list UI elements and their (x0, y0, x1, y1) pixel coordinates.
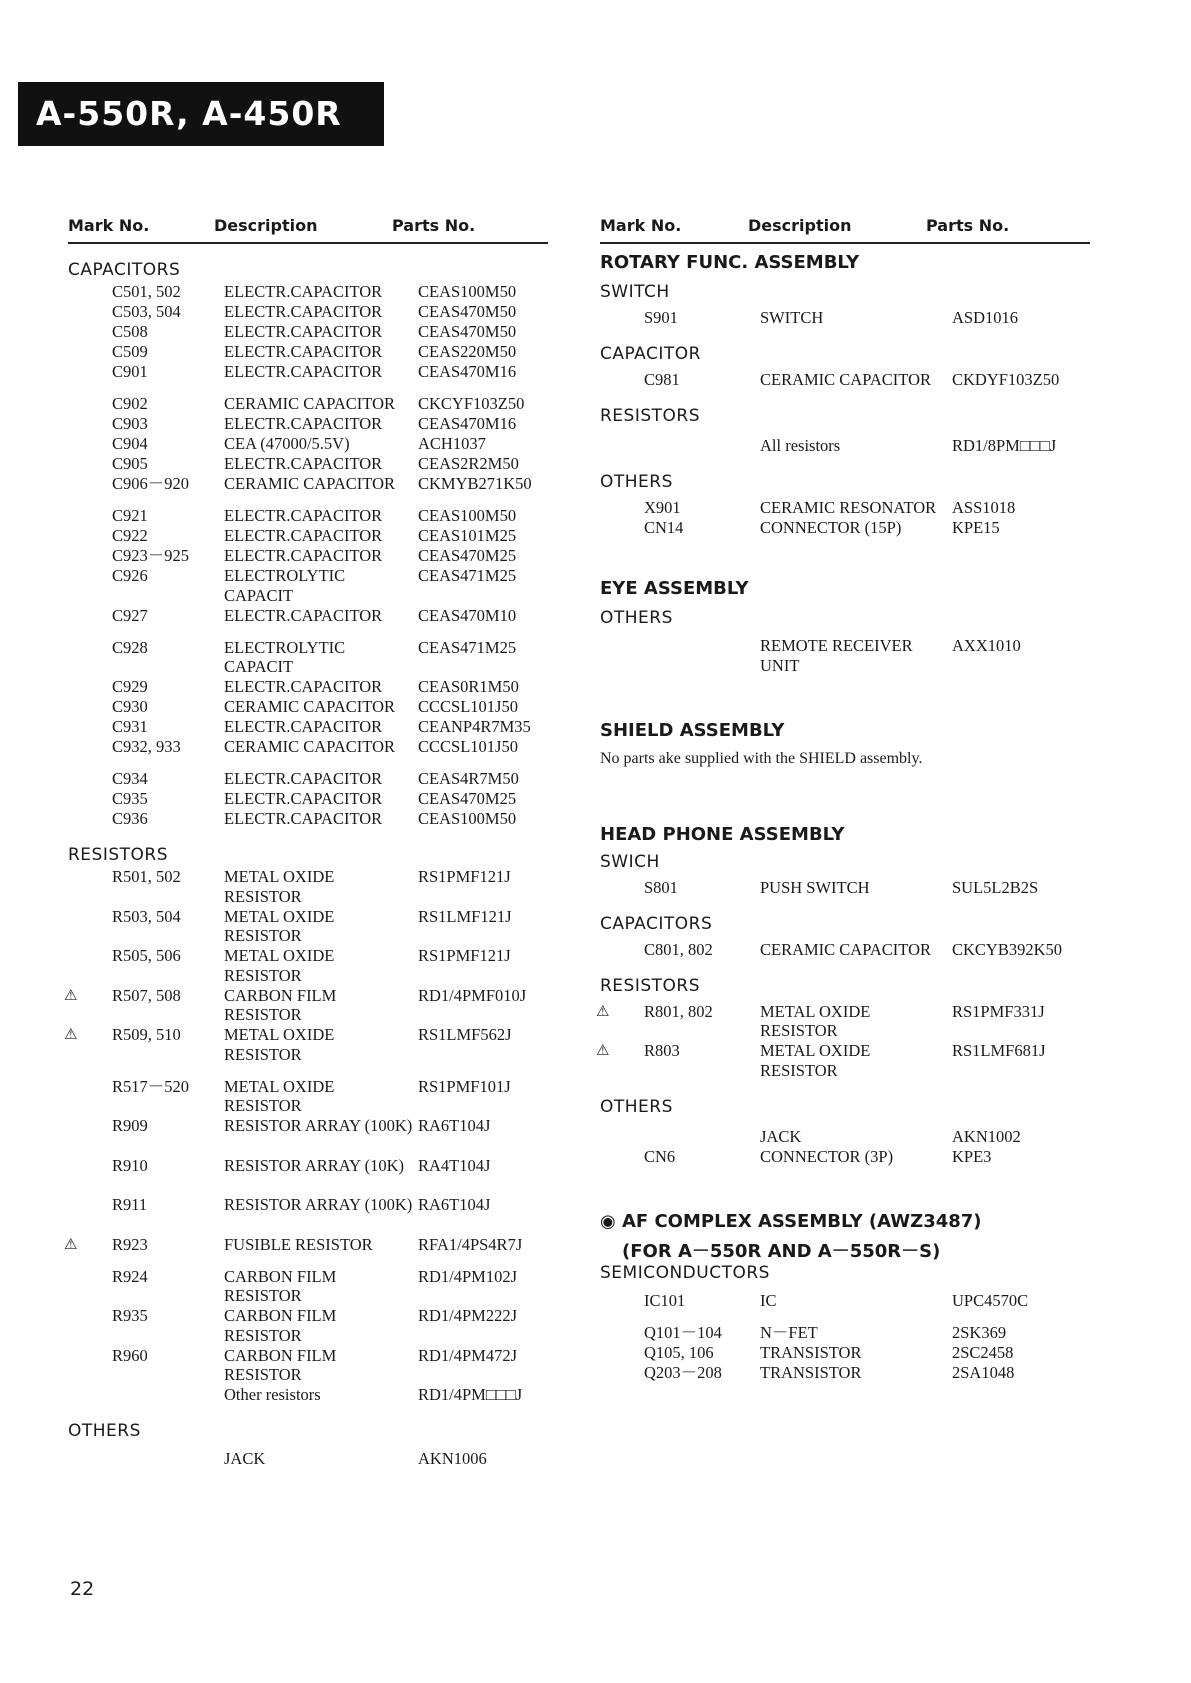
description: JACK (224, 1449, 266, 1468)
part-row (600, 1291, 1090, 1311)
description: All resistors (760, 436, 841, 455)
mark-no: X901 (644, 498, 681, 517)
parts-no: CEAS470M25 (418, 789, 517, 808)
parts-no: KPE3 (952, 1146, 992, 1166)
description: ELECTR.CAPACITOR (224, 717, 383, 736)
part-row (68, 1077, 548, 1117)
description: CERAMIC CAPACITOR (224, 394, 396, 413)
headphone-assembly-title: HEAD PHONE ASSEMBLY (600, 823, 845, 845)
parts-no: CKMYB271K50 (418, 474, 532, 493)
others-label: OTHERS (600, 472, 673, 492)
semiconductors-label: SEMICONDUCTORS (600, 1262, 770, 1283)
mark-no: R507, 508 (112, 985, 181, 1005)
part-row (68, 302, 548, 322)
mark-no: C906－920 (112, 474, 190, 493)
resistors-label: RESISTORS (600, 406, 701, 426)
mark-no: R803 (644, 1041, 680, 1060)
part-row (596, 1041, 1090, 1081)
parts-no: CEAS471M25 (418, 566, 517, 585)
description: TRANSISTOR (760, 1342, 862, 1362)
parts-no: ASS1018 (952, 498, 1016, 517)
right-column (596, 212, 1090, 1383)
parts-no: CEAS101M25 (418, 526, 517, 545)
mark-no: Q101－104 (644, 1322, 722, 1342)
part-row (68, 1385, 548, 1405)
parts-no: RS1PMF121J (418, 946, 511, 965)
mark-no: R935 (112, 1306, 148, 1325)
shield-note: No parts ake supplied with the SHIELD assembly. (600, 749, 923, 767)
description: ELECTR.CAPACITOR (224, 362, 383, 381)
part-row (68, 606, 548, 626)
description: CERAMIC CAPACITOR (760, 370, 932, 389)
eye-others-list (600, 636, 1090, 676)
mark-no: C905 (112, 454, 148, 473)
part-row (600, 1363, 1090, 1383)
af-complex-assembly-title: ◉ AF COMPLEX ASSEMBLY (AWZ3487) (600, 1210, 982, 1232)
description: ELECTR.CAPACITOR (224, 809, 383, 828)
mark-no: R517－520 (112, 1076, 190, 1096)
parts-no: RS1PMF121J (418, 867, 511, 886)
part-row (68, 1116, 548, 1156)
mark-no: Q203－208 (644, 1362, 722, 1382)
description: CARBON FILM RESISTOR (224, 1266, 337, 1305)
description: METAL OXIDE RESISTOR (224, 906, 335, 945)
column-header (68, 212, 548, 244)
part-row (600, 1323, 1090, 1343)
parts-no: CEAS470M10 (418, 605, 517, 625)
description: CARBON FILM RESISTOR (224, 985, 337, 1024)
description: CERAMIC CAPACITOR (224, 737, 396, 756)
part-row (600, 1147, 1090, 1167)
description: CARBON FILM RESISTOR (224, 1306, 337, 1345)
mark-no: C503, 504 (112, 302, 181, 321)
part-row (68, 414, 548, 434)
part-row (600, 370, 1090, 390)
parts-no: AKN1006 (418, 1449, 487, 1468)
parts-no-header: Parts No. (926, 216, 1010, 235)
hp-switch-label: SWICH (600, 851, 660, 872)
mark-no: IC101 (644, 1290, 686, 1310)
part-row (68, 737, 548, 757)
part-row (64, 1025, 548, 1065)
parts-no: ACH1037 (418, 434, 486, 453)
description-header: Description (214, 216, 318, 235)
part-row (64, 985, 548, 1026)
parts-no: KPE15 (952, 518, 1000, 537)
mark-no: C509 (112, 342, 148, 361)
mark-no: R503, 504 (112, 906, 181, 926)
hp-others-label: OTHERS (600, 1096, 673, 1117)
parts-no: 2SK369 (952, 1322, 1007, 1342)
parts-no: CEAS220M50 (418, 342, 517, 361)
mark-no: R801, 802 (644, 1001, 713, 1021)
part-row (600, 636, 1090, 676)
warning-icon: ⚠ (596, 1001, 610, 1020)
mark-no: C928 (112, 637, 148, 657)
mark-no: C903 (112, 414, 148, 433)
mark-no: R923 (112, 1234, 148, 1254)
mark-no-header: Mark No. (68, 216, 150, 235)
parts-no: UPC4570C (952, 1290, 1029, 1310)
part-row (68, 394, 548, 414)
mark-no: C935 (112, 789, 148, 808)
hp-switch-list (600, 878, 1090, 898)
others-list (68, 1449, 548, 1469)
part-row (68, 1306, 548, 1346)
description: PUSH SWITCH (760, 877, 870, 897)
parts-no: CKDYF103Z50 (952, 370, 1060, 389)
hp-resistors-label: RESISTORS (600, 975, 701, 996)
parts-no: RS1LMF562J (418, 1025, 512, 1044)
part-row (596, 1001, 1090, 1042)
others-list (600, 498, 1090, 538)
part-row (600, 878, 1090, 898)
warning-icon: ⚠ (596, 1041, 610, 1059)
parts-no: CKCYB392K50 (952, 939, 1063, 959)
part-row (600, 1343, 1090, 1363)
mark-no: C934 (112, 769, 148, 788)
description: SWITCH (760, 308, 824, 327)
part-row (68, 717, 548, 737)
description: CERAMIC CAPACITOR (760, 939, 932, 959)
parts-no: RD1/8PM□□□J (952, 436, 1057, 455)
description: ELECTR.CAPACITOR (224, 506, 383, 525)
part-row (68, 342, 548, 362)
capacitors-list (68, 282, 548, 829)
mark-no: C930 (112, 697, 148, 716)
mark-no: C929 (112, 677, 148, 696)
description: CARBON FILM RESISTOR (224, 1345, 337, 1384)
mark-no: S901 (644, 308, 678, 327)
mark-no: C921 (112, 506, 148, 525)
description: CERAMIC RESONATOR (760, 498, 937, 517)
description: ELECTR.CAPACITOR (224, 546, 383, 565)
parts-no: RS1PMF101J (418, 1076, 511, 1096)
column-header (600, 212, 1090, 244)
parts-no: RD1/4PM472J (418, 1345, 518, 1365)
semiconductors-list (600, 1291, 1090, 1383)
part-row (68, 454, 548, 474)
part-row (68, 1156, 548, 1196)
description: METAL OXIDE RESISTOR (760, 1001, 871, 1040)
description: FUSIBLE RESISTOR (224, 1234, 373, 1254)
mark-no: R509, 510 (112, 1025, 181, 1044)
page-number: 22 (70, 1578, 95, 1600)
description: ELECTR.CAPACITOR (224, 454, 383, 473)
mark-no: C904 (112, 434, 148, 453)
parts-no: CEAS470M16 (418, 414, 517, 433)
part-row (68, 546, 548, 566)
mark-no: C931 (112, 717, 148, 736)
model-banner: A-550R, A-450R (18, 82, 384, 146)
parts-no: SUL5L2B2S (952, 877, 1039, 897)
mark-no: R960 (112, 1345, 148, 1365)
part-row (600, 436, 1090, 456)
mark-no: Q105, 106 (644, 1342, 714, 1362)
capacitor-label: CAPACITOR (600, 344, 701, 364)
part-row (600, 518, 1090, 538)
parts-no: 2SA1048 (952, 1362, 1015, 1382)
description: CEA (47000/5.5V) (224, 434, 350, 453)
description: ELECTR.CAPACITOR (224, 342, 383, 361)
description: CERAMIC CAPACITOR (224, 474, 396, 493)
part-row (68, 946, 548, 986)
parts-no: RFA1/4PS4R7J (418, 1234, 523, 1254)
mark-no: CN14 (644, 518, 684, 537)
description: TRANSISTOR (760, 1362, 862, 1382)
description: ELECTR.CAPACITOR (224, 605, 383, 625)
part-row (68, 1346, 548, 1386)
resistors-list (64, 867, 548, 1405)
description: ELECTROLYTIC CAPACIT (224, 637, 346, 676)
mark-no: C922 (112, 526, 148, 545)
mark-no: R505, 506 (112, 946, 181, 965)
part-row (600, 1127, 1090, 1147)
description: ELECTR.CAPACITOR (224, 769, 383, 788)
hp-capacitors-label: CAPACITORS (600, 913, 713, 934)
hp-others-list (600, 1127, 1090, 1167)
parts-no: RA4T104J (418, 1155, 491, 1175)
description: RESISTOR ARRAY (100K) (224, 1195, 413, 1214)
part-row (68, 697, 548, 717)
description: CONNECTOR (15P) (760, 518, 902, 537)
warning-icon: ⚠ (64, 985, 78, 1004)
mark-no: R910 (112, 1155, 148, 1175)
part-row (64, 1234, 548, 1255)
mark-no: C926 (112, 566, 148, 585)
description: JACK (760, 1126, 802, 1146)
parts-no: CEAS0R1M50 (418, 677, 519, 696)
parts-no: CEAS471M25 (418, 637, 517, 657)
description: ELECTR.CAPACITOR (224, 677, 383, 696)
warning-icon: ⚠ (64, 1234, 78, 1253)
part-row (68, 362, 548, 382)
parts-no: CKCYF103Z50 (418, 394, 525, 413)
part-row (68, 809, 548, 829)
mark-no: C927 (112, 605, 148, 625)
parts-no: RA6T104J (418, 1195, 491, 1214)
description: CERAMIC CAPACITOR (224, 697, 396, 716)
parts-no: RS1LMF681J (952, 1041, 1046, 1060)
parts-no: RD1/4PMF010J (418, 985, 527, 1005)
resistors-label: RESISTORS (68, 845, 169, 865)
mark-no: C508 (112, 322, 148, 341)
mark-no: C901 (112, 362, 148, 381)
parts-no: CEANP4R7M35 (418, 717, 531, 736)
parts-no: RD1/4PM102J (418, 1266, 518, 1286)
part-row (600, 940, 1090, 960)
description: ELECTR.CAPACITOR (224, 526, 383, 545)
eye-others-label: OTHERS (600, 608, 673, 628)
parts-no: RD1/4PM□□□J (418, 1385, 523, 1404)
part-row (600, 308, 1090, 328)
description: RESISTOR ARRAY (100K) (224, 1116, 413, 1135)
part-row (68, 526, 548, 546)
description: ELECTR.CAPACITOR (224, 789, 383, 808)
parts-no: RD1/4PM222J (418, 1306, 518, 1325)
capacitors-label: CAPACITORS (68, 260, 181, 280)
parts-no: CEAS470M25 (418, 546, 517, 565)
warning-icon: ⚠ (64, 1025, 78, 1043)
parts-no: 2SC2458 (952, 1342, 1014, 1362)
description: ELECTR.CAPACITOR (224, 282, 383, 301)
parts-no: CEAS470M16 (418, 362, 517, 381)
parts-no: CEAS2R2M50 (418, 454, 519, 473)
part-row (68, 769, 548, 789)
description: METAL OXIDE RESISTOR (224, 867, 335, 906)
part-row (68, 677, 548, 697)
af-complex-assembly-subtitle: (FOR A－550R AND A－550R－S) (622, 1240, 941, 1262)
part-row (600, 498, 1090, 518)
description: ELECTROLYTIC CAPACIT (224, 566, 346, 605)
mark-no: C981 (644, 370, 680, 389)
part-row (68, 1267, 548, 1307)
part-row (68, 1195, 548, 1235)
description: RESISTOR ARRAY (10K) (224, 1155, 405, 1175)
mark-no: C801, 802 (644, 939, 713, 959)
parts-no: CEAS470M50 (418, 322, 517, 341)
description: Other resistors (224, 1385, 321, 1404)
description: ELECTR.CAPACITOR (224, 414, 383, 433)
shield-assembly-title: SHIELD ASSEMBLY (600, 719, 785, 741)
capacitor-list (600, 370, 1090, 390)
description: METAL OXIDE RESISTOR (224, 946, 335, 985)
description-header: Description (748, 216, 852, 235)
part-row (68, 907, 548, 947)
description: CONNECTOR (3P) (760, 1146, 894, 1166)
eye-assembly-title: EYE ASSEMBLY (600, 578, 749, 599)
description: REMOTE RECEIVER UNIT (760, 636, 913, 675)
mark-no-header: Mark No. (600, 216, 682, 235)
mark-no: C501, 502 (112, 282, 181, 301)
mark-no: C932, 933 (112, 737, 181, 756)
parts-no: CEAS470M50 (418, 302, 517, 321)
description: METAL OXIDE RESISTOR (224, 1025, 335, 1064)
parts-no: CEAS4R7M50 (418, 769, 519, 788)
parts-no-header: Parts No. (392, 216, 476, 235)
rotary-assembly-title: ROTARY FUNC. ASSEMBLY (600, 252, 860, 273)
left-column (64, 212, 548, 1469)
parts-no: RS1PMF331J (952, 1001, 1045, 1021)
parts-no: CCCSL101J50 (418, 737, 518, 756)
mark-no: R909 (112, 1116, 148, 1135)
mark-no: C923－925 (112, 546, 190, 565)
parts-no: AXX1010 (952, 636, 1021, 655)
part-row (68, 789, 548, 809)
switch-label: SWITCH (600, 282, 670, 302)
description: ELECTR.CAPACITOR (224, 322, 383, 341)
part-row (68, 1449, 548, 1469)
parts-no: CEAS100M50 (418, 809, 517, 828)
mark-no: R501, 502 (112, 867, 181, 886)
part-row (68, 506, 548, 526)
mark-no: R911 (112, 1195, 148, 1214)
resistors-list (600, 436, 1090, 456)
others-label: OTHERS (68, 1421, 141, 1441)
hp-resistors-list (596, 1001, 1090, 1081)
mark-no: C902 (112, 394, 148, 413)
parts-no: CCCSL101J50 (418, 697, 518, 716)
description: ELECTR.CAPACITOR (224, 302, 383, 321)
mark-no: R924 (112, 1266, 148, 1286)
description: IC (760, 1290, 777, 1310)
switch-list (600, 308, 1090, 328)
parts-no: RS1LMF121J (418, 906, 512, 926)
mark-no: S801 (644, 877, 678, 897)
part-row (68, 322, 548, 342)
part-row (68, 638, 548, 678)
mark-no: C936 (112, 809, 148, 828)
description: N－FET (760, 1322, 818, 1342)
part-row (68, 867, 548, 907)
parts-no: ASD1016 (952, 308, 1019, 327)
parts-no: RA6T104J (418, 1116, 491, 1135)
part-row (68, 282, 548, 302)
part-row (68, 566, 548, 606)
part-row (68, 474, 548, 494)
parts-no: CEAS100M50 (418, 282, 517, 301)
part-row (68, 434, 548, 454)
mark-no: CN6 (644, 1146, 676, 1166)
parts-no: CEAS100M50 (418, 506, 517, 525)
parts-no: AKN1002 (952, 1126, 1021, 1146)
description: METAL OXIDE RESISTOR (224, 1076, 335, 1115)
hp-capacitors-list (600, 940, 1090, 960)
description: METAL OXIDE RESISTOR (760, 1041, 871, 1080)
